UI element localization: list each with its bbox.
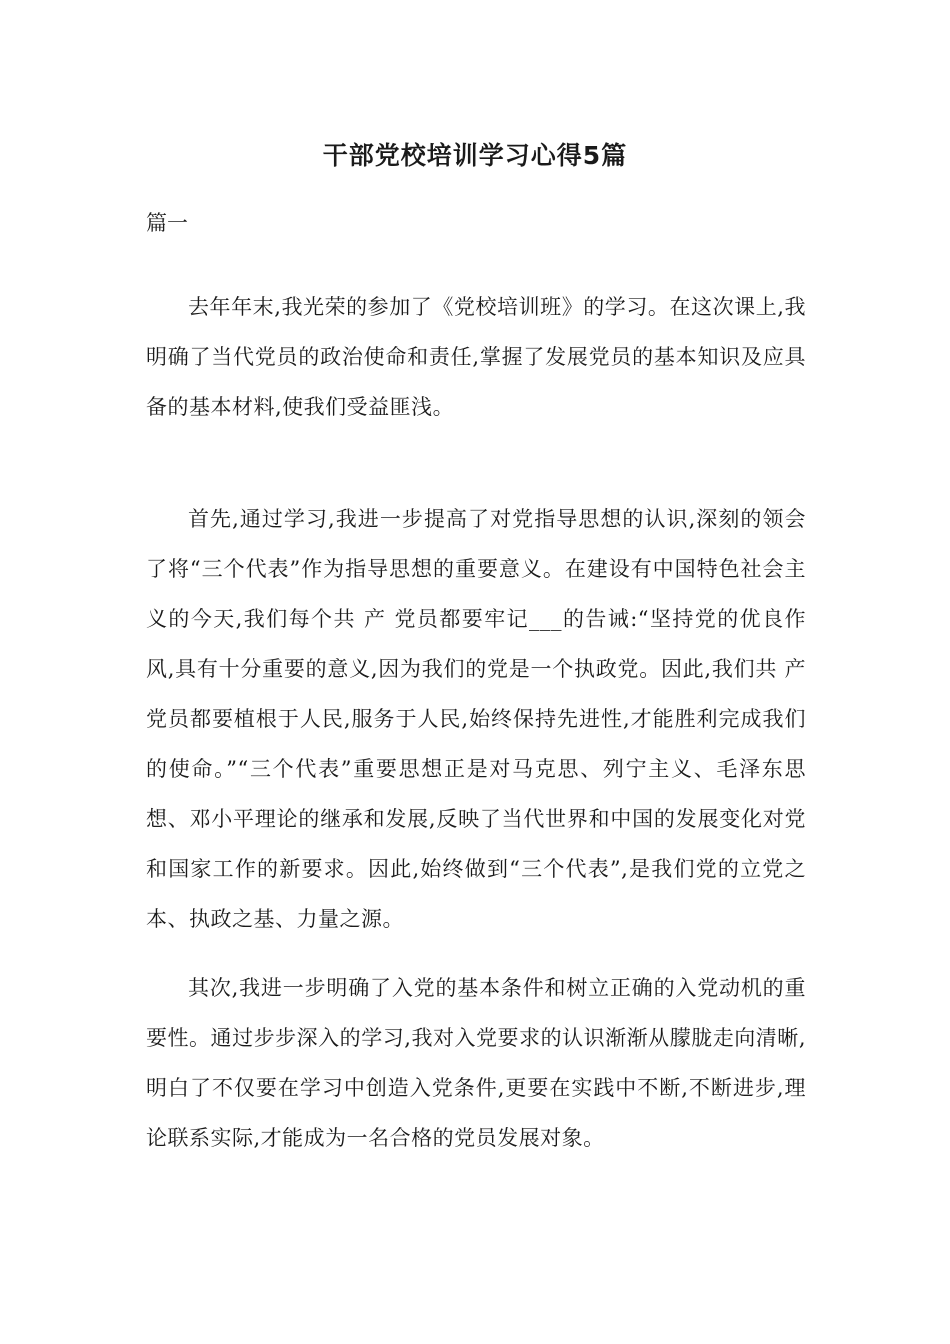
document-title: 干部党校培训学习心得5篇: [322, 141, 628, 170]
paragraph-2: 首先,通过学习,我进一步提高了对党指导思想的认识,深刻的领会了将“三个代表”作为指导思想的重要意义。在建设有中国特色社会主义的今天,我们每个共 产 党员都要牢记___的告诫:“坚持党的优良作风,具有十分重要的意义,因为我们的党是一个执政党。因此,我们共 产 党员都要植根于人民,服务于人民,始终保持先进性,才能胜利完成我们的使命。”“三个代表”重要思想正是对马克思、列宁主义、毛泽东思想、邓小平理论的继承和发展,反映了当代世界和中国的发展变化对党和国家工作的新要求。因此,始终做到“三个代表”,是我们党的立党之本、执政之基、力量之源。: [146, 507, 806, 931]
paragraph-3: 其次,我进一步明确了入党的基本条件和树立正确的入党动机的重要性。通过步步深入的学习,我对入党要求的认识渐渐从朦胧走向清晰,明白了不仅要在学习中创造入党条件,更要在实践中不断,不断进步,理论联系实际,才能成为一名合格的党员发展对象。: [146, 976, 806, 1150]
paragraph-block: [146, 282, 806, 432]
paragraph-block: [146, 963, 806, 1163]
paragraph-1: 去年年末,我光荣的参加了《党校培训班》的学习。在这次课上,我明确了当代党员的政治使命和责任,掌握了发展党员的基本知识及应具备的基本材料,使我们受益匪浅。: [146, 295, 806, 419]
paragraph-block: [146, 494, 806, 944]
section-label: 篇一: [146, 211, 188, 235]
